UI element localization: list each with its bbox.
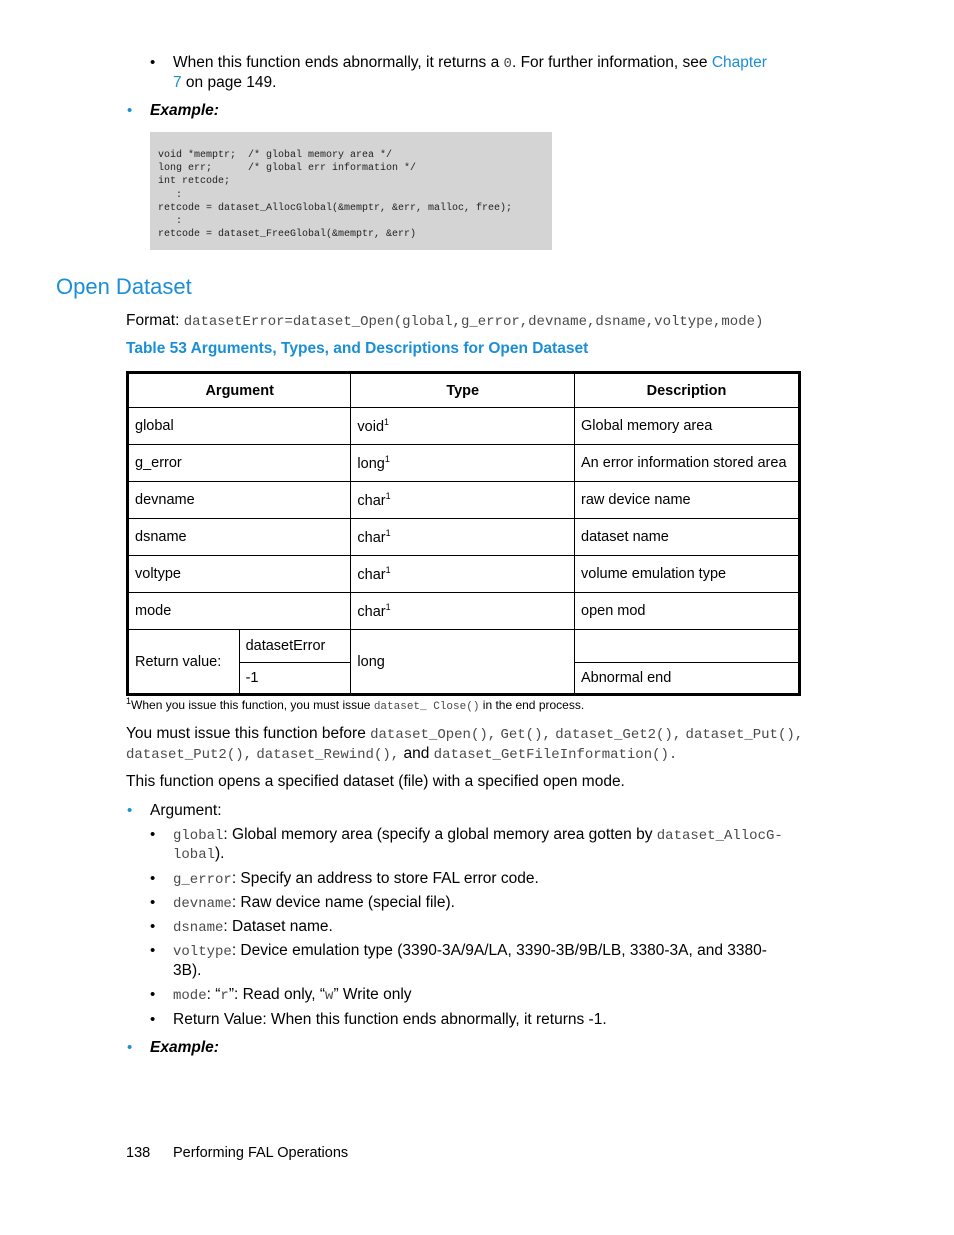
cell-description: An error information stored area	[575, 445, 800, 482]
cell-return-value: -1	[239, 663, 351, 695]
header-description: Description	[575, 373, 800, 408]
chapter-name: Performing FAL Operations	[173, 1145, 349, 1161]
arg-global: global: Global memory area (specify a global memory area gotten by dataset_AllocG-	[173, 826, 783, 844]
code-example-box	[150, 132, 552, 250]
cell-description: Global memory area	[575, 408, 800, 445]
cell-description: raw device name	[575, 482, 800, 519]
table-row	[128, 593, 800, 630]
arg-voltype-line2: 3B).	[173, 962, 202, 979]
cell-argument: global	[128, 408, 351, 445]
header-type: Type	[351, 373, 575, 408]
cell-type: char$^1$	[351, 593, 575, 630]
cell-return-label: Return value:	[128, 630, 240, 695]
example-label: Example:	[150, 102, 219, 119]
cell-description: dataset name	[575, 519, 800, 556]
table-row	[128, 482, 800, 519]
cell-return-value: datasetError	[239, 630, 351, 663]
arguments-table	[126, 371, 801, 696]
cell-return-description: Abnormal end	[575, 663, 800, 695]
table-footnote: $^1$When you issue this function, you must issue dataset_ Close() in the end process.	[126, 696, 585, 713]
cell-argument: devname	[128, 482, 351, 519]
cell-return-type: long	[351, 630, 575, 695]
cell-argument: voltype	[128, 556, 351, 593]
abnormal-end-paragraph-line2: 7 on page 149.	[173, 74, 277, 91]
format-line: Format: datasetError=dataset_Open(global,g_error,devname,dsname,voltype,mode)	[126, 312, 764, 330]
chapter-link[interactable]: Chapter	[711, 54, 767, 71]
table-row-return	[128, 630, 800, 663]
table-row	[128, 556, 800, 593]
cell-argument: g_error	[128, 445, 351, 482]
table-row	[128, 445, 800, 482]
bullet-dot: •	[150, 986, 156, 1003]
cell-description: open mod	[575, 593, 800, 630]
bullet-dot: •	[150, 894, 156, 911]
table-caption: Table 53 Arguments, Types, and Descriptions for Open Dataset	[126, 340, 589, 357]
cell-return-description	[575, 630, 800, 663]
argument-label: Argument:	[150, 802, 222, 819]
bullet-dot: •	[150, 918, 156, 935]
header-argument: Argument	[128, 373, 351, 408]
chapter-link-number[interactable]: 7	[173, 74, 182, 91]
code-example: void *memptr; /* global memory area */ long err; /* global err information */ int retcode; : retcode = dataset_AllocGlobal(&memptr, &err, malloc, free); : retcode = dataset_FreeGlobal(&memptr, &err)	[158, 150, 513, 241]
bullet-dot: •	[150, 826, 156, 843]
table-row	[128, 519, 800, 556]
abnormal-end-paragraph: When this function ends abnormally, it returns a 0. For further information, see Chapter	[173, 54, 767, 72]
section-title: Open Dataset	[56, 274, 192, 299]
arg-voltype: voltype: Device emulation type (3390-3A/9A/LA, 3390-3B/9B/LB, 3380-3A, and 3380-	[173, 942, 767, 960]
arg-devname: devname: Raw device name (special file).	[173, 894, 455, 912]
table-header-row	[128, 373, 800, 408]
prerequisite-paragraph: You must issue this function before dataset_Open(), Get(), dataset_Get2(), dataset_Put(),	[126, 725, 804, 743]
cell-type: char$^1$	[351, 519, 575, 556]
arg-dsname: dsname: Dataset name.	[173, 918, 333, 936]
bullet-dot: •	[127, 1039, 133, 1056]
cell-type: long$^1$	[351, 445, 575, 482]
bullet-dot: •	[127, 802, 133, 819]
bullet-dot: •	[127, 102, 133, 119]
arg-return-value: Return Value: When this function ends abnormally, it returns -1.	[173, 1011, 607, 1028]
example-label: Example:	[150, 1039, 219, 1056]
arg-g-error: g_error: Specify an address to store FAL error code.	[173, 870, 539, 888]
cell-type: char$^1$	[351, 556, 575, 593]
table-row	[128, 408, 800, 445]
format-code: datasetError=dataset_Open(global,g_error,devname,dsname,voltype,mode)	[183, 314, 764, 330]
prerequisite-paragraph-line2: dataset_Put2(), dataset_Rewind(), and dataset_GetFileInformation().	[126, 745, 678, 763]
cell-description: volume emulation type	[575, 556, 800, 593]
cell-argument: mode	[128, 593, 351, 630]
arg-global-line2: lobal).	[173, 845, 225, 863]
arg-mode: mode: “r”: Read only, “w” Write only	[173, 986, 412, 1004]
cell-type: char$^1$	[351, 482, 575, 519]
cell-type: void$^1$	[351, 408, 575, 445]
page-number: 138	[126, 1145, 151, 1161]
bullet-dot: •	[150, 942, 156, 959]
bullet-dot: •	[150, 1011, 156, 1028]
function-description: This function opens a specified dataset (file) with a specified open mode.	[126, 773, 625, 790]
bullet-dot: •	[150, 54, 156, 71]
cell-argument: dsname	[128, 519, 351, 556]
bullet-dot: •	[150, 870, 156, 887]
inline-code: 0	[503, 56, 512, 72]
